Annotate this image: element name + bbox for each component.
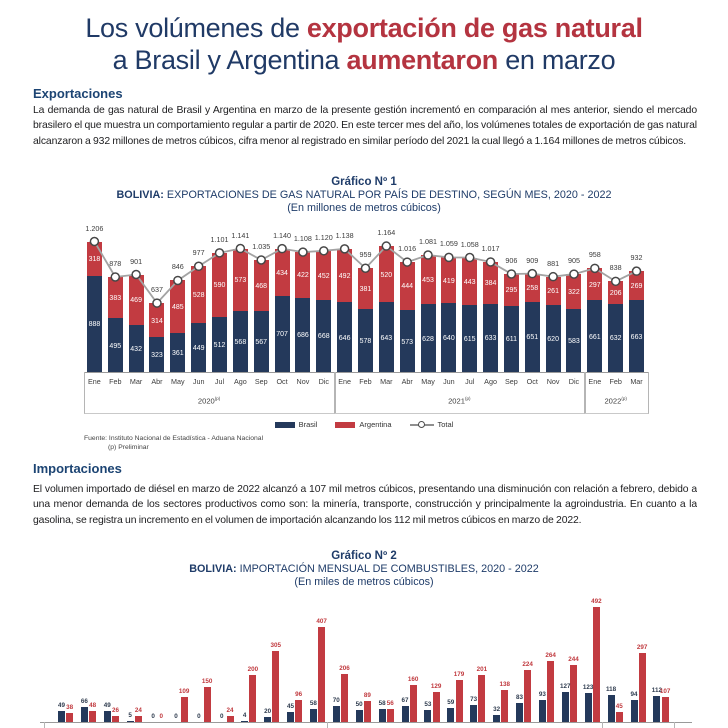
month-label: Dic [568, 377, 580, 386]
bar-value-navy: 67 [401, 697, 409, 705]
year-label: 2020$^{(p)}$ [197, 396, 221, 406]
bar-value-navy: 0 [220, 713, 224, 720]
month-label: Nov [296, 377, 310, 386]
chart1-title-rest: EXPORTACIONES DE GAS NATURAL POR PAÍS DE DESTINO, SEGÚN MES, 2020 - 2022 [163, 189, 612, 201]
paragraph-importaciones: El volumen importado de diésel en marzo de 2022 alcanzó a 107 mil metros cúbicos, presentando una disminución con relación a febrero, debido a una menor demanda de los sectores productivos como son: la minería, transporte, construcción y principalmente la agroindustria. En cuanto a la gasolina, se registra un incremento en el volumen de importación alcanzando los 112 mil metros cúbicos en marzo de 2022. [33, 484, 697, 526]
bar-navy [379, 709, 386, 723]
bar-value-navy: 66 [80, 697, 88, 705]
bar-value-brasil: 888 [88, 321, 101, 329]
month-label: Dic [318, 377, 329, 386]
chart1-title [0, 189, 728, 201]
bar-red [318, 627, 325, 722]
bar-red [66, 713, 73, 722]
month-label: Jun [192, 377, 205, 386]
bar-value-argentina: 314 [151, 317, 163, 325]
bar-navy [585, 693, 592, 722]
bar-value-argentina: 469 [130, 297, 142, 305]
bar-value-red: 45 [615, 702, 623, 710]
chart1-caption: Gráfico Nº 1 [331, 176, 397, 188]
title-line1-highlight: exportación de gas natural [306, 13, 643, 43]
title-line1-normal: Los volúmenes de [85, 13, 307, 43]
bar-value-red: 38 [66, 704, 74, 712]
bar-value-brasil: 663 [630, 333, 643, 341]
month-label: Abr [401, 377, 413, 386]
chart2-year-divider [327, 722, 328, 728]
bar-value-red: 129 [430, 682, 442, 690]
bar-value-brasil: 620 [547, 335, 559, 343]
bar-value-red: 138 [499, 680, 511, 688]
paragraph-exportaciones: La demanda de gas natural de Brasil y Argentina en marzo de la presente gestión incrementó en comparación al mes anterior, siendo el mercado brasilero el que muestra un comportamiento regular a partir de 2020. En este tercer mes del año, los volúmenes totales de exportación de gas natural alcanzaron a 932 millones de metros cúbicos, cifra menor al registrado en similar período del 2021 la cual llegó a 1.164 millones de metros cúbicos. [33, 105, 697, 147]
bar-value-brasil: 323 [151, 352, 163, 360]
bar-value-argentina: 322 [568, 289, 580, 296]
month-label: Mar [630, 377, 643, 386]
month-label: Ene [88, 377, 101, 386]
total-value-label: 881 [547, 258, 560, 268]
bar-value-red: 407 [316, 618, 327, 626]
month-label: Feb [359, 377, 372, 386]
bar-value-red: 160 [407, 675, 419, 683]
bar-navy [356, 710, 363, 722]
bar-value-red: 201 [476, 666, 488, 674]
month-label: Ene [338, 377, 351, 386]
month-label: Oct [276, 377, 288, 386]
month-label: May [171, 377, 185, 386]
bar-value-argentina: 443 [463, 279, 476, 286]
bar-value-red: 305 [270, 641, 282, 649]
legend-label-argentina: Argentina [359, 420, 392, 429]
bar-value-red: 109 [178, 687, 190, 695]
bar-value-red: 297 [636, 643, 648, 651]
bar-value-brasil: 568 [234, 338, 247, 346]
bar-value-brasil: 567 [255, 338, 268, 346]
bar-value-navy: 70 [332, 696, 340, 704]
bar-value-red: 26 [111, 706, 119, 714]
bar-value-red: 56 [386, 699, 394, 707]
month-label: Mar [380, 377, 393, 386]
total-value-label: 905 [567, 256, 580, 266]
bar-value-brasil: 615 [463, 336, 476, 344]
bar-value-brasil: 640 [443, 334, 455, 342]
bar-value-brasil: 449 [192, 345, 205, 353]
total-value-label: 878 [109, 259, 122, 269]
chart2-year-divider [674, 722, 675, 728]
bar-value-argentina: 269 [630, 283, 643, 291]
legend-label-total: Total [437, 420, 454, 429]
total-value-label: 1.081 [419, 237, 438, 247]
bar-value-navy: 127 [560, 683, 571, 691]
total-value-label: 909 [526, 255, 539, 265]
bar-value-red: 96 [295, 690, 303, 698]
total-value-label: 932 [630, 253, 643, 263]
total-value-label: 1.101 [210, 234, 229, 244]
bar-value-navy: 45 [286, 702, 294, 710]
chart2-baseline [40, 722, 692, 723]
bar-value-navy: 32 [493, 705, 501, 713]
bar-navy [653, 696, 660, 722]
bar-value-navy: 0 [151, 713, 155, 720]
bar-value-navy: 118 [606, 685, 617, 693]
total-value-label: 906 [505, 255, 518, 265]
bar-value-navy: 53 [424, 700, 432, 708]
bar-value-navy: 50 [355, 701, 363, 709]
month-label: Jul [465, 377, 475, 386]
bar-navy [402, 706, 409, 722]
month-label: Mar [129, 377, 143, 386]
title-line2-post: en marzo [498, 45, 616, 75]
bar-value-brasil: 651 [526, 334, 539, 342]
month-label: Abr [151, 377, 163, 386]
brasil-swatch-icon [275, 422, 295, 428]
month-label: May [421, 377, 435, 386]
bar-value-argentina: 453 [422, 277, 434, 285]
bar-value-navy: 83 [515, 693, 523, 701]
bar-value-red: 224 [522, 660, 533, 668]
bar-value-brasil: 646 [338, 334, 351, 342]
bar-value-argentina: 381 [359, 286, 372, 294]
page-title [0, 12, 728, 76]
total-value-label: 1.206 [85, 223, 104, 233]
bar-value-argentina: 318 [88, 256, 101, 264]
bar-value-argentina: 422 [297, 272, 309, 280]
total-value-label: 1.138 [335, 230, 354, 240]
bar-value-brasil: 495 [109, 342, 122, 350]
month-label: Jun [443, 377, 455, 386]
chart2-subtitle: (En miles de metros cúbicos) [294, 576, 434, 588]
bar-value-navy: 49 [103, 701, 111, 709]
bar-value-navy: 4 [242, 712, 247, 720]
bar-value-argentina: 492 [338, 273, 351, 280]
bar-value-argentina: 520 [380, 271, 393, 279]
bar-value-red: 107 [659, 688, 671, 696]
month-label: Sep [505, 377, 518, 386]
bar-value-argentina: 258 [526, 285, 539, 293]
bar-navy [470, 705, 477, 722]
bar-value-red: 24 [134, 707, 142, 715]
chart2-axis [0, 722, 728, 728]
month-label: Sep [254, 377, 268, 386]
bar-value-argentina: 206 [609, 289, 622, 297]
legend-item-brasil [275, 420, 318, 429]
total-value-label: 1.058 [460, 239, 479, 249]
total-value-label: 1.108 [293, 234, 312, 244]
bar-value-navy: 0 [197, 713, 201, 720]
total-value-label: 1.059 [439, 239, 458, 249]
bar-value-argentina: 384 [484, 280, 497, 288]
bar-value-brasil: 361 [171, 349, 184, 357]
title-line2-highlight: aumentaron [346, 45, 498, 75]
chart2-title-rest: IMPORTACIÓN MENSUAL DE COMBUSTIBLES, 2020 - 2022 [236, 563, 539, 575]
bar-value-navy: 20 [264, 708, 272, 716]
bar-value-brasil: 632 [609, 335, 622, 343]
bar-value-brasil: 573 [401, 338, 414, 346]
bar-value-navy: 58 [378, 699, 386, 707]
chart2-title-bold: BOLIVIA: [189, 563, 237, 575]
bar-value-argentina: 590 [213, 282, 226, 290]
month-label: Ene [588, 377, 602, 386]
title-line-2 [0, 44, 728, 76]
bar-value-navy: 0 [174, 713, 178, 720]
total-value-label: 1.120 [314, 232, 333, 242]
total-value-label: 1.017 [481, 243, 500, 253]
chart2-plot [0, 598, 728, 722]
bar-value-argentina: 485 [171, 304, 184, 312]
total-value-label: 1.164 [377, 228, 396, 238]
month-label: Feb [609, 377, 622, 386]
bar-navy [516, 703, 523, 722]
chart2-year-divider [602, 722, 603, 728]
total-value-label: 838 [609, 263, 622, 273]
bar-value-navy: 73 [470, 696, 478, 703]
bar-value-brasil: 643 [380, 334, 393, 342]
chart1-source [84, 434, 263, 452]
legend-item-total [410, 420, 454, 429]
bar-value-red: 89 [363, 692, 371, 700]
bar-red [593, 607, 600, 722]
month-label: Oct [526, 377, 538, 386]
bar-value-brasil: 578 [359, 338, 372, 346]
chart2-caption: Gráfico Nº 2 [331, 550, 397, 562]
section-heading-exportaciones: Exportaciones [33, 86, 123, 101]
total-value-label: 1.141 [231, 230, 250, 240]
chart2-year-divider [44, 722, 45, 728]
bar-value-brasil: 707 [276, 331, 288, 339]
total-line-marker-icon [410, 421, 434, 429]
month-label: Jul [214, 377, 225, 386]
year-superscript: (p) [464, 396, 471, 401]
bar-value-red: 24 [226, 707, 234, 715]
bar-value-argentina: 419 [443, 277, 455, 285]
bar-red [89, 711, 96, 722]
bar-red [570, 665, 577, 722]
section-heading-importaciones: Importaciones [33, 461, 122, 476]
bar-value-red: 244 [568, 656, 579, 664]
chart1-subtitle: (En millones de metros cúbicos) [287, 202, 441, 214]
bar-navy [58, 711, 65, 722]
chart2-title [0, 563, 728, 575]
bar-value-argentina: 452 [317, 272, 330, 280]
bar-value-red: 492 [591, 598, 602, 606]
bar-value-red: 0 [159, 713, 164, 720]
bar-navy [631, 700, 638, 722]
chart1-title-bold: BOLIVIA: [116, 189, 164, 201]
bar-red [387, 709, 394, 722]
bar-navy [562, 692, 569, 722]
bar-value-brasil: 611 [505, 336, 517, 344]
legend-label-brasil: Brasil [298, 420, 318, 429]
total-value-label: 1.035 [252, 242, 271, 252]
total-value-label: 958 [588, 250, 601, 260]
bar-value-navy: 123 [582, 684, 594, 692]
bar-value-red: 150 [201, 678, 213, 686]
year-superscript: (p) [214, 396, 221, 401]
bar-navy [447, 708, 454, 722]
bar-value-navy: 49 [57, 701, 65, 709]
total-value-label: 1.140 [273, 230, 292, 240]
bar-value-navy: 94 [630, 691, 638, 699]
title-line-1 [0, 12, 728, 44]
legend-item-argentina [335, 420, 391, 429]
bar-navy [310, 709, 317, 723]
bar-value-brasil: 432 [130, 346, 142, 354]
bar-navy [81, 707, 88, 722]
bar-red [616, 712, 623, 722]
bar-value-brasil: 661 [588, 333, 601, 341]
bar-value-brasil: 668 [317, 333, 330, 341]
total-value-label: 901 [130, 256, 143, 266]
chart1-axis [0, 372, 728, 415]
bar-value-navy: 112 [651, 686, 662, 694]
bar-value-red: 206 [339, 665, 350, 673]
bar-value-red: 179 [453, 671, 465, 679]
bar-value-navy: 58 [309, 699, 317, 707]
month-label: Nov [546, 377, 560, 386]
bar-value-navy: 93 [538, 691, 546, 699]
month-label: Feb [109, 377, 122, 386]
bar-red [662, 697, 669, 722]
bar-value-argentina: 295 [505, 287, 518, 295]
month-label: Ago [484, 377, 497, 386]
bar-navy [333, 706, 340, 722]
title-line2-pre: a Brasil y Argentina [112, 45, 347, 75]
bar-value-brasil: 686 [297, 332, 309, 340]
chart1-legend [0, 417, 728, 432]
year-label: 2022$^{(p)}$ [604, 396, 627, 406]
bar-value-brasil: 512 [213, 341, 226, 349]
bar-navy [287, 712, 294, 722]
bar-red [639, 653, 646, 722]
month-label: Ago [233, 377, 247, 386]
bar-value-argentina: 383 [109, 295, 122, 303]
bar-value-argentina: 468 [255, 282, 268, 290]
bar-value-navy: 59 [447, 699, 455, 707]
source-line-1: Fuente: Instituto Nacional de Estadística - Aduana Nacional [84, 435, 264, 442]
total-value-label: 1.016 [398, 244, 417, 254]
bar-value-brasil: 628 [422, 335, 434, 343]
chart1-plot [0, 222, 728, 372]
bar-navy [424, 710, 431, 722]
bar-value-argentina: 573 [234, 277, 247, 285]
bar-navy [493, 715, 500, 722]
year-superscript: (p) [621, 396, 627, 401]
bar-value-argentina: 434 [276, 269, 288, 277]
total-value-label: 977 [192, 248, 205, 258]
bar-value-brasil: 633 [484, 335, 497, 343]
total-value-label: 637 [150, 285, 163, 295]
bar-value-argentina: 528 [192, 292, 205, 300]
bar-value-argentina: 444 [401, 283, 414, 291]
bar-navy [539, 700, 546, 722]
source-line-2: (p) Preliminar [108, 444, 149, 451]
total-value-label: 846 [171, 262, 184, 272]
bar-value-red: 48 [89, 701, 97, 709]
argentina-swatch-icon [335, 422, 355, 428]
bar-value-red: 200 [247, 666, 259, 674]
bar-value-navy: 5 [128, 711, 132, 719]
total-value-label: 959 [359, 250, 372, 260]
bar-value-argentina: 297 [588, 281, 601, 289]
bar-value-argentina: 261 [547, 288, 559, 296]
bar-value-brasil: 583 [568, 337, 580, 345]
bar-value-red: 264 [545, 651, 556, 659]
year-label: 2021$^{(p)}$ [448, 396, 471, 406]
